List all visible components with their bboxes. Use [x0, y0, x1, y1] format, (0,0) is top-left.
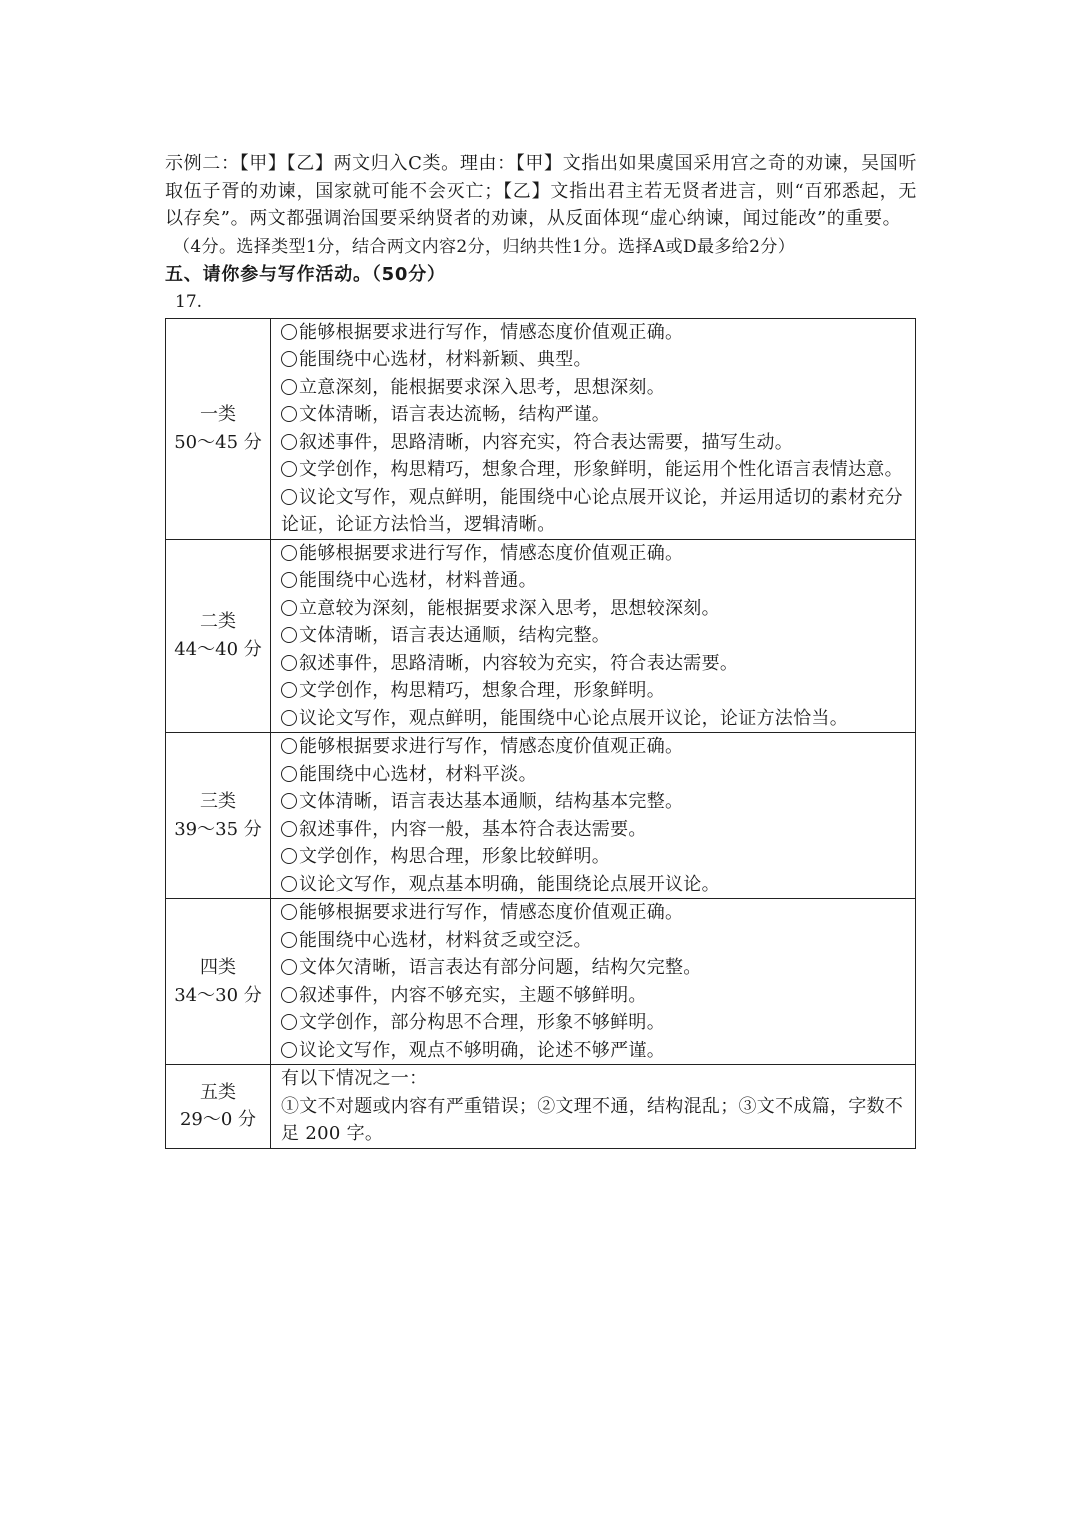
circle-bullet-icon — [281, 682, 297, 698]
criteria-item — [281, 595, 907, 623]
circle-bullet-icon — [281, 627, 297, 643]
circle-bullet-icon — [281, 932, 297, 948]
criteria-item — [281, 1037, 907, 1065]
criteria-item — [281, 567, 907, 595]
score-range: 29～0 分 — [179, 1109, 257, 1131]
criteria-text: 文学创作，构思合理，形象比较鲜明。 — [299, 846, 611, 867]
score-range: 44～40 分 — [174, 638, 262, 660]
criteria-text: 能够根据要求进行写作，情感态度价值观正确。 — [299, 902, 684, 923]
criteria-item — [281, 319, 907, 347]
criteria-text: 立意较为深刻，能根据要求深入思考，思想较深刻。 — [299, 597, 720, 619]
criteria-item — [281, 761, 907, 789]
criteria-text: 文学创作，构思精巧，想象合理，形象鲜明。 — [299, 680, 665, 701]
criteria-item — [281, 346, 907, 374]
criteria-item — [281, 705, 907, 733]
rubric-row-1 — [166, 318, 916, 539]
criteria-text: 叙述事件，思路清晰，内容较为充实，符合表达需要。 — [299, 652, 739, 674]
rubric-body — [166, 318, 916, 1065]
criteria-cell — [271, 539, 916, 733]
criteria-item — [281, 871, 907, 899]
criteria-text: 能围绕中心选材，材料平淡。 — [299, 763, 537, 785]
criteria-item — [281, 1009, 907, 1037]
criteria-text: 文体清晰，语言表达通顺，结构完整。 — [299, 625, 611, 646]
category-cell — [166, 1065, 271, 1149]
circle-bullet-icon — [281, 821, 297, 837]
circle-bullet-icon — [281, 572, 297, 588]
criteria-item — [281, 484, 907, 539]
circle-bullet-icon — [281, 461, 297, 477]
criteria-text: 文体欠清晰，语言表达有部分问题，结构欠完整。 — [299, 957, 702, 978]
criteria-text: 文学创作，构思精巧，想象合理，形象鲜明，能运用个性化语言表情达意。 — [299, 459, 903, 480]
circle-bullet-icon — [281, 848, 297, 864]
category-cell — [166, 899, 271, 1065]
circle-bullet-icon — [281, 710, 297, 726]
criteria-text: 议论文写作，观点鲜明，能围绕中心论点展开议论，并运用适切的素材充分论证，论证方法恰当，逻辑清晰。 — [281, 486, 903, 535]
example-paragraph: 示例二：【甲】【乙】两文归入C类。理由：【甲】文指出如果虞国采用宫之奇的劝谏，吴国听取伍子胥的劝谏，国家就可能不会灭亡；【乙】文指出君主若无贤者进言，则“百邪悉起，无以存矣”。两文都强调治国要采纳贤者的劝谏，从反面体现“虚心纳谏，闻过能改”的重要。 — [165, 153, 917, 229]
circle-bullet-icon — [281, 434, 297, 450]
question-number: 17. — [175, 291, 203, 312]
criteria-item — [281, 677, 907, 705]
criteria-text: 能围绕中心选材，材料新颖、典型。 — [299, 349, 592, 370]
document-page — [165, 150, 917, 1149]
category-cell — [166, 733, 271, 899]
criteria-cell — [271, 733, 916, 899]
criteria-text: 叙述事件，思路清晰，内容充实，符合表达需要，描写生动。 — [299, 431, 794, 453]
rubric-row-4 — [166, 899, 916, 1065]
circle-bullet-icon — [281, 600, 297, 616]
criteria-text: 议论文写作，观点鲜明，能围绕中心论点展开议论，论证方法恰当。 — [299, 707, 848, 729]
criteria-text: 文学创作，部分构思不合理，形象不够鲜明。 — [299, 1012, 665, 1033]
category-label: 三类 — [200, 791, 236, 812]
criteria-text: 立意深刻，能根据要求深入思考，思想深刻。 — [299, 376, 665, 398]
category-label: 五类 — [200, 1081, 236, 1103]
criteria-text: 能围绕中心选材，材料普通。 — [299, 570, 537, 591]
criteria-cell — [271, 1065, 916, 1149]
criteria-item — [281, 843, 907, 871]
circle-bullet-icon — [281, 545, 297, 561]
circle-bullet-icon — [281, 1014, 297, 1030]
criteria-item — [281, 899, 907, 927]
circle-bullet-icon — [281, 876, 297, 892]
circle-bullet-icon — [281, 489, 297, 505]
criteria-text: 叙述事件，内容一般，基本符合表达需要。 — [299, 818, 647, 840]
rubric-row-5 — [166, 1065, 916, 1149]
circle-bullet-icon — [281, 904, 297, 920]
score-range: 34～30 分 — [174, 984, 262, 1006]
circle-bullet-icon — [281, 655, 297, 671]
rubric-table — [165, 318, 916, 1149]
criteria-item — [281, 456, 907, 484]
criteria-text: 叙述事件，内容不够充实，主题不够鲜明。 — [299, 984, 647, 1006]
rubric-row-3 — [166, 733, 916, 899]
criteria-text: 议论文写作，观点基本明确，能围绕论点展开议论。 — [299, 873, 720, 895]
criteria-text: 能够根据要求进行写作，情感态度价值观正确。 — [299, 321, 684, 343]
criteria-item — [281, 650, 907, 678]
criteria-item — [281, 816, 907, 844]
score-note: （4分。选择类型1分，结合两文内容2分，归纳共性1分。选择A或D最多给2分） — [173, 236, 796, 257]
circle-bullet-icon — [281, 987, 297, 1003]
section-heading: 五、请你参与写作活动。（50分） — [165, 263, 446, 285]
criteria-item — [281, 788, 907, 816]
criteria-text: 议论文写作，观点不够明确，论述不够严谨。 — [299, 1039, 665, 1061]
criteria-text: 能够根据要求进行写作，情感态度价值观正确。 — [299, 736, 684, 757]
circle-bullet-icon — [281, 379, 297, 395]
circle-bullet-icon — [281, 324, 297, 340]
criteria-item — [281, 401, 907, 429]
circle-bullet-icon — [281, 959, 297, 975]
criteria-detail: ①文不对题或内容有严重错误；②文理不通，结构混乱；③文不成篇，字数不足 200 字。 — [281, 1095, 904, 1144]
criteria-cell — [271, 318, 916, 539]
circle-bullet-icon — [281, 793, 297, 809]
criteria-cell — [271, 899, 916, 1065]
category-label: 一类 — [200, 404, 236, 425]
category-label: 四类 — [200, 957, 236, 978]
circle-bullet-icon — [281, 351, 297, 367]
category-cell — [166, 318, 271, 539]
category-cell — [166, 539, 271, 733]
circle-bullet-icon — [281, 1042, 297, 1058]
circle-bullet-icon — [281, 406, 297, 422]
score-range: 50～45 分 — [174, 431, 262, 453]
criteria-item — [281, 927, 907, 955]
circle-bullet-icon — [281, 766, 297, 782]
rubric-last-row-group — [166, 1065, 916, 1149]
rubric-row-2 — [166, 539, 916, 733]
criteria-item — [281, 733, 907, 761]
criteria-item — [281, 540, 907, 568]
criteria-text: 文体清晰，语言表达流畅，结构严谨。 — [299, 404, 611, 425]
criteria-item — [281, 954, 907, 982]
criteria-item — [281, 374, 907, 402]
category-label: 二类 — [200, 611, 236, 633]
criteria-text: 文体清晰，语言表达基本通顺，结构基本完整。 — [299, 791, 684, 812]
criteria-lead: 有以下情况之一： — [281, 1068, 428, 1089]
score-range: 39～35 分 — [174, 818, 262, 840]
circle-bullet-icon — [281, 738, 297, 754]
criteria-item — [281, 982, 907, 1010]
criteria-item — [281, 622, 907, 650]
criteria-item — [281, 429, 907, 457]
criteria-text: 能够根据要求进行写作，情感态度价值观正确。 — [299, 542, 684, 564]
criteria-text: 能围绕中心选材，材料贫乏或空泛。 — [299, 929, 592, 951]
